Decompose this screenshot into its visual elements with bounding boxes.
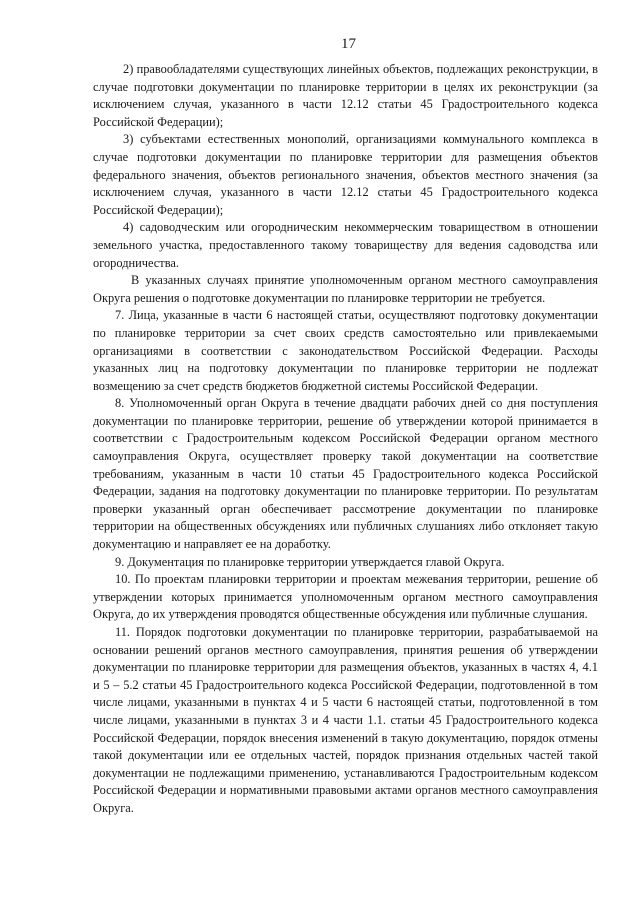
paragraph-item-2: 2) правообладателями существующих линейных объектов, подлежащих реконструкции, в случае подготовки документации по планировке территории в целях их реконструкции (за исключением случая, указанного в части 12.12 статьи 45 Градостроительного кодекса Российской Федерации); xyxy=(93,62,598,129)
paragraph-section-11: 11. Порядок подготовки документации по планировке территории, разрабатываемой на основании решений органов местного самоуправления, принятия решения об утверждении документации по планировке территории для размещения объектов, указанных в частях 4, 4.1 и 5 – 5.2 статьи 45 Градостроительного кодекса Российской Федерации, подготовленной в том числе лицами, указанными в пунктах 4 и 5 части 6 настоящей статьи, подготовленной в том числе лицами, указанными в пунктах 3 и 4 части 1.1. статьи 45 Градостроительного кодекса Российской Федерации, порядок внесения изменений в такую документацию, порядок отмены такой документации или ее отдельных частей, порядок признания отдельных частей такой документации не подлежащими применению, устанавливаются Градостроительным кодексом Российской Федерации и нормативными правовыми актами органов местного самоуправления Округа. xyxy=(93,625,598,815)
paragraph-item-3: 3) субъектами естественных монополий, организациями коммунального комплекса в случае подготовки документации по планировке территории для размещения объектов федерального значения, объектов регионального значения, объектов местного значения (за исключением случая, указанного в части 12.12 статьи 45 Градостроительного кодекса Российской Федерации); xyxy=(93,132,598,217)
paragraph-section-9: 9. Документация по планировке территории утверждается главой Округа. xyxy=(115,554,505,569)
paragraph-section-10: 10. По проектам планировки территории и проектам межевания территории, решение об утверждении которых принимается уполномоченным органом местного самоуправления Округа, до их утверждения проводятся общественные обсуждения или публичные слушания. xyxy=(93,572,598,622)
paragraph-item-4: 4) садоводческим или огородническим некоммерческим товариществом в отношении земельного участка, предоставленного такому товариществу для ведения садоводства или огородничества. xyxy=(93,220,598,270)
page-number: 17 xyxy=(341,36,356,52)
paragraph-note: В указанных случаях принятие уполномоченным органом местного самоуправления Округа решения о подготовке документации по планировке территории не требуется. xyxy=(93,273,598,305)
paragraph-section-8: 8. Уполномоченный орган Округа в течение двадцати рабочих дней со дня поступления документации по планировке территории, решение об утверждении которой принимается в соответствии с Градостроительным кодексом Российской Федерации органом местного самоуправления Округа, осуществляет проверку такой документации на соответствие требованиям, указанным в части 10 статьи 45 Градостроительного кодекса Российской Федерации, задания на подготовку документации по планировке территории. По результатам проверки указанный орган обеспечивает рассмотрение документации по планировке территории на общественных обсуждениях или публичных слушаниях либо отклоняет такую документацию и направляет ее на доработку. xyxy=(93,396,598,552)
paragraph-section-7: 7. Лица, указанные в части 6 настоящей статьи, осуществляют подготовку документации по планировке территории за счет своих средств самостоятельно или привлекаемыми организациями в соответствии с законодательством Российской Федерации. Расходы указанных лиц на подготовку документации по планировке территории не подлежат возмещению за счет средств бюджетов бюджетной системы Российской Федерации. xyxy=(93,308,598,393)
